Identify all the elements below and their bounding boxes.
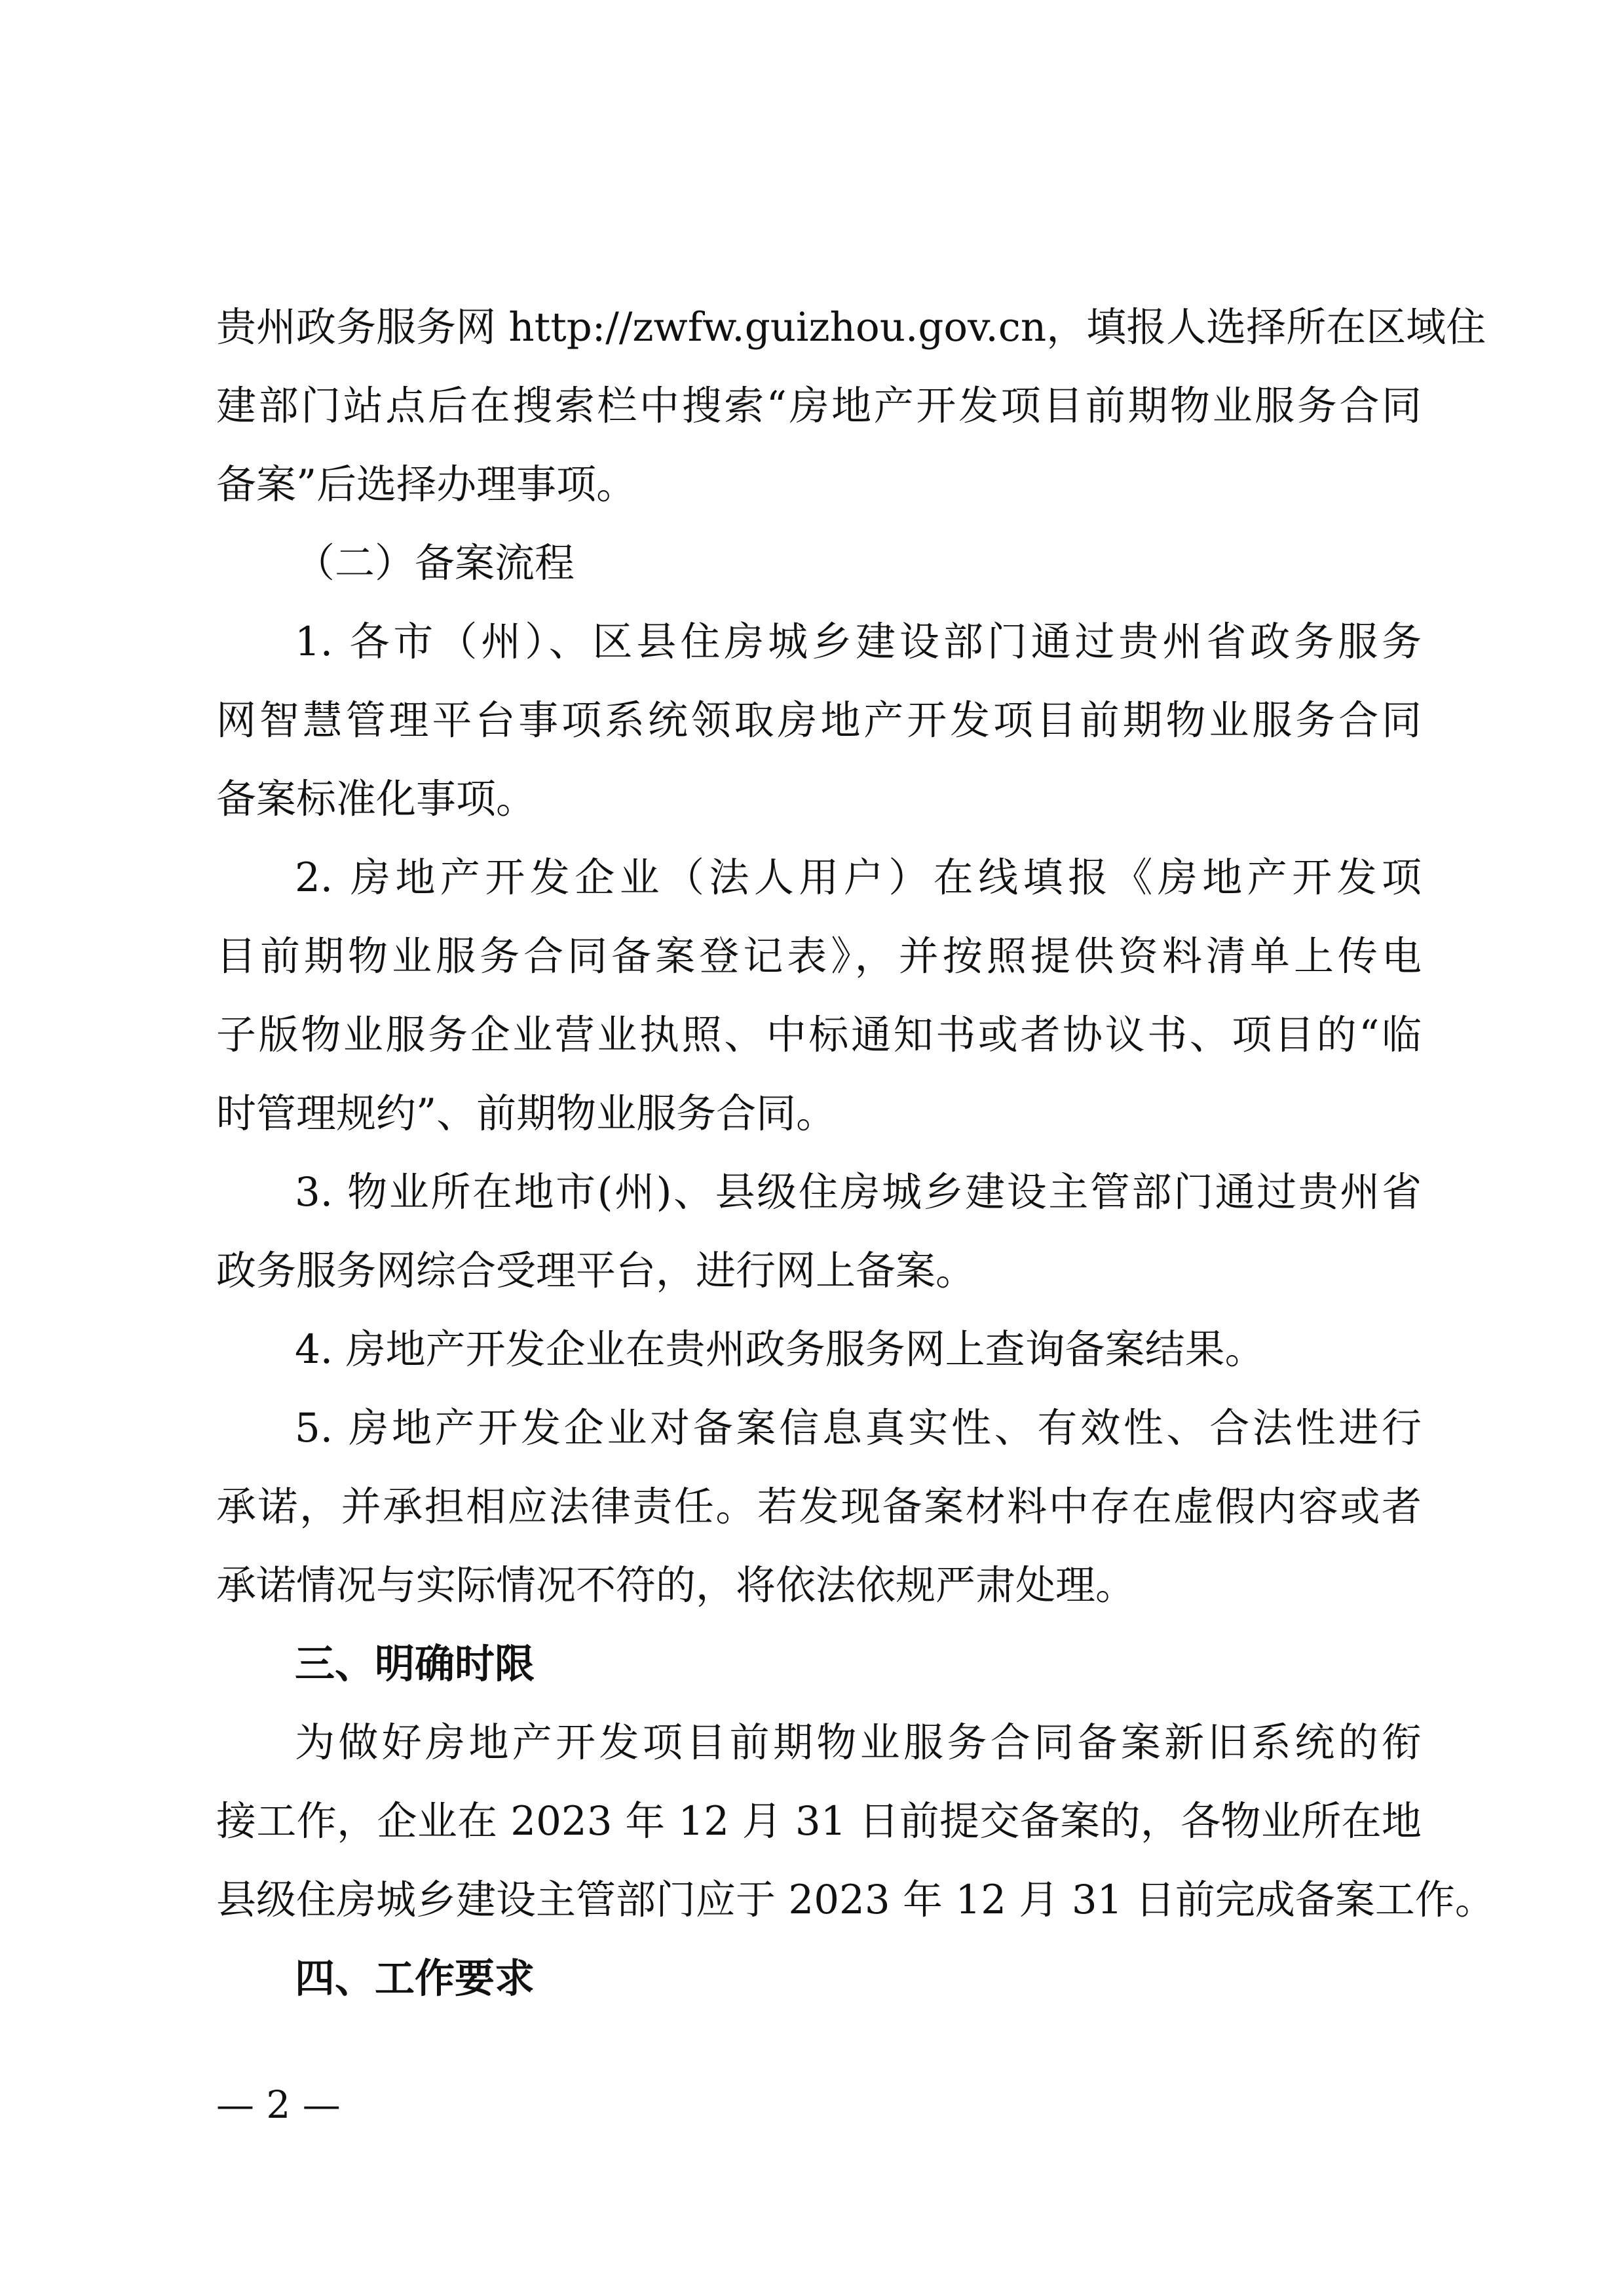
list-item-line: 备案标准化事项。: [216, 776, 537, 822]
list-item-line: 目前期物业服务合同备案登记表》，并按照提供资料清单上传电: [216, 933, 1422, 980]
list-item-line: 4. 房地产开发企业在贵州政务服务网上查询备案结果。: [295, 1326, 1265, 1373]
paragraph-line: 为做好房地产开发项目前期物业服务合同备案新旧系统的衔: [295, 1719, 1422, 1766]
subsection-heading: （二）备案流程: [295, 540, 575, 586]
page-number: — 2 —: [216, 2082, 341, 2127]
list-item-line: 2. 房地产开发企业（法人用户）在线填报《房地产开发项: [295, 854, 1422, 901]
section-heading: 三、明确时限: [295, 1641, 535, 1687]
list-item-line: 承诺情况与实际情况不符的，将依法依规严肃处理。: [216, 1562, 1136, 1609]
list-item-line: 3. 物业所在地市(州)、县级住房城乡建设主管部门通过贵州省: [295, 1169, 1422, 1215]
list-item-line: 政务服务网综合受理平台，进行网上备案。: [216, 1248, 976, 1294]
paragraph-line: 贵州政务服务网 http://zwfw.guizhou.gov.cn，填报人选择所在区域住: [216, 304, 1486, 351]
list-item-line: 子版物业服务企业营业执照、中标通知书或者协议书、项目的“临: [216, 1012, 1422, 1058]
list-item-line: 时管理规约”、前期物业服务合同。: [216, 1090, 837, 1137]
paragraph-line: 建部门站点后在搜索栏中搜索“房地产开发项目前期物业服务合同: [216, 383, 1422, 429]
list-item-line: 1. 各市（州）、区县住房城乡建设部门通过贵州省政务服务: [295, 619, 1422, 665]
paragraph-line: 接工作，企业在 2023 年 12 月 31 日前提交备案的，各物业所在地: [216, 1798, 1422, 1845]
paragraph-line: 备案”后选择办理事项。: [216, 461, 637, 508]
list-item-line: 承诺，并承担相应法律责任。若发现备案材料中存在虚假内容或者: [216, 1483, 1422, 1530]
paragraph-line: 县级住房城乡建设主管部门应于 2023 年 12 月 31 日前完成备案工作。: [216, 1877, 1495, 1923]
list-item-line: 5. 房地产开发企业对备案信息真实性、有效性、合法性进行: [295, 1405, 1422, 1451]
list-item-line: 网智慧管理平台事项系统领取房地产开发项目前期物业服务合同: [216, 697, 1422, 744]
section-heading: 四、工作要求: [295, 1955, 535, 2002]
